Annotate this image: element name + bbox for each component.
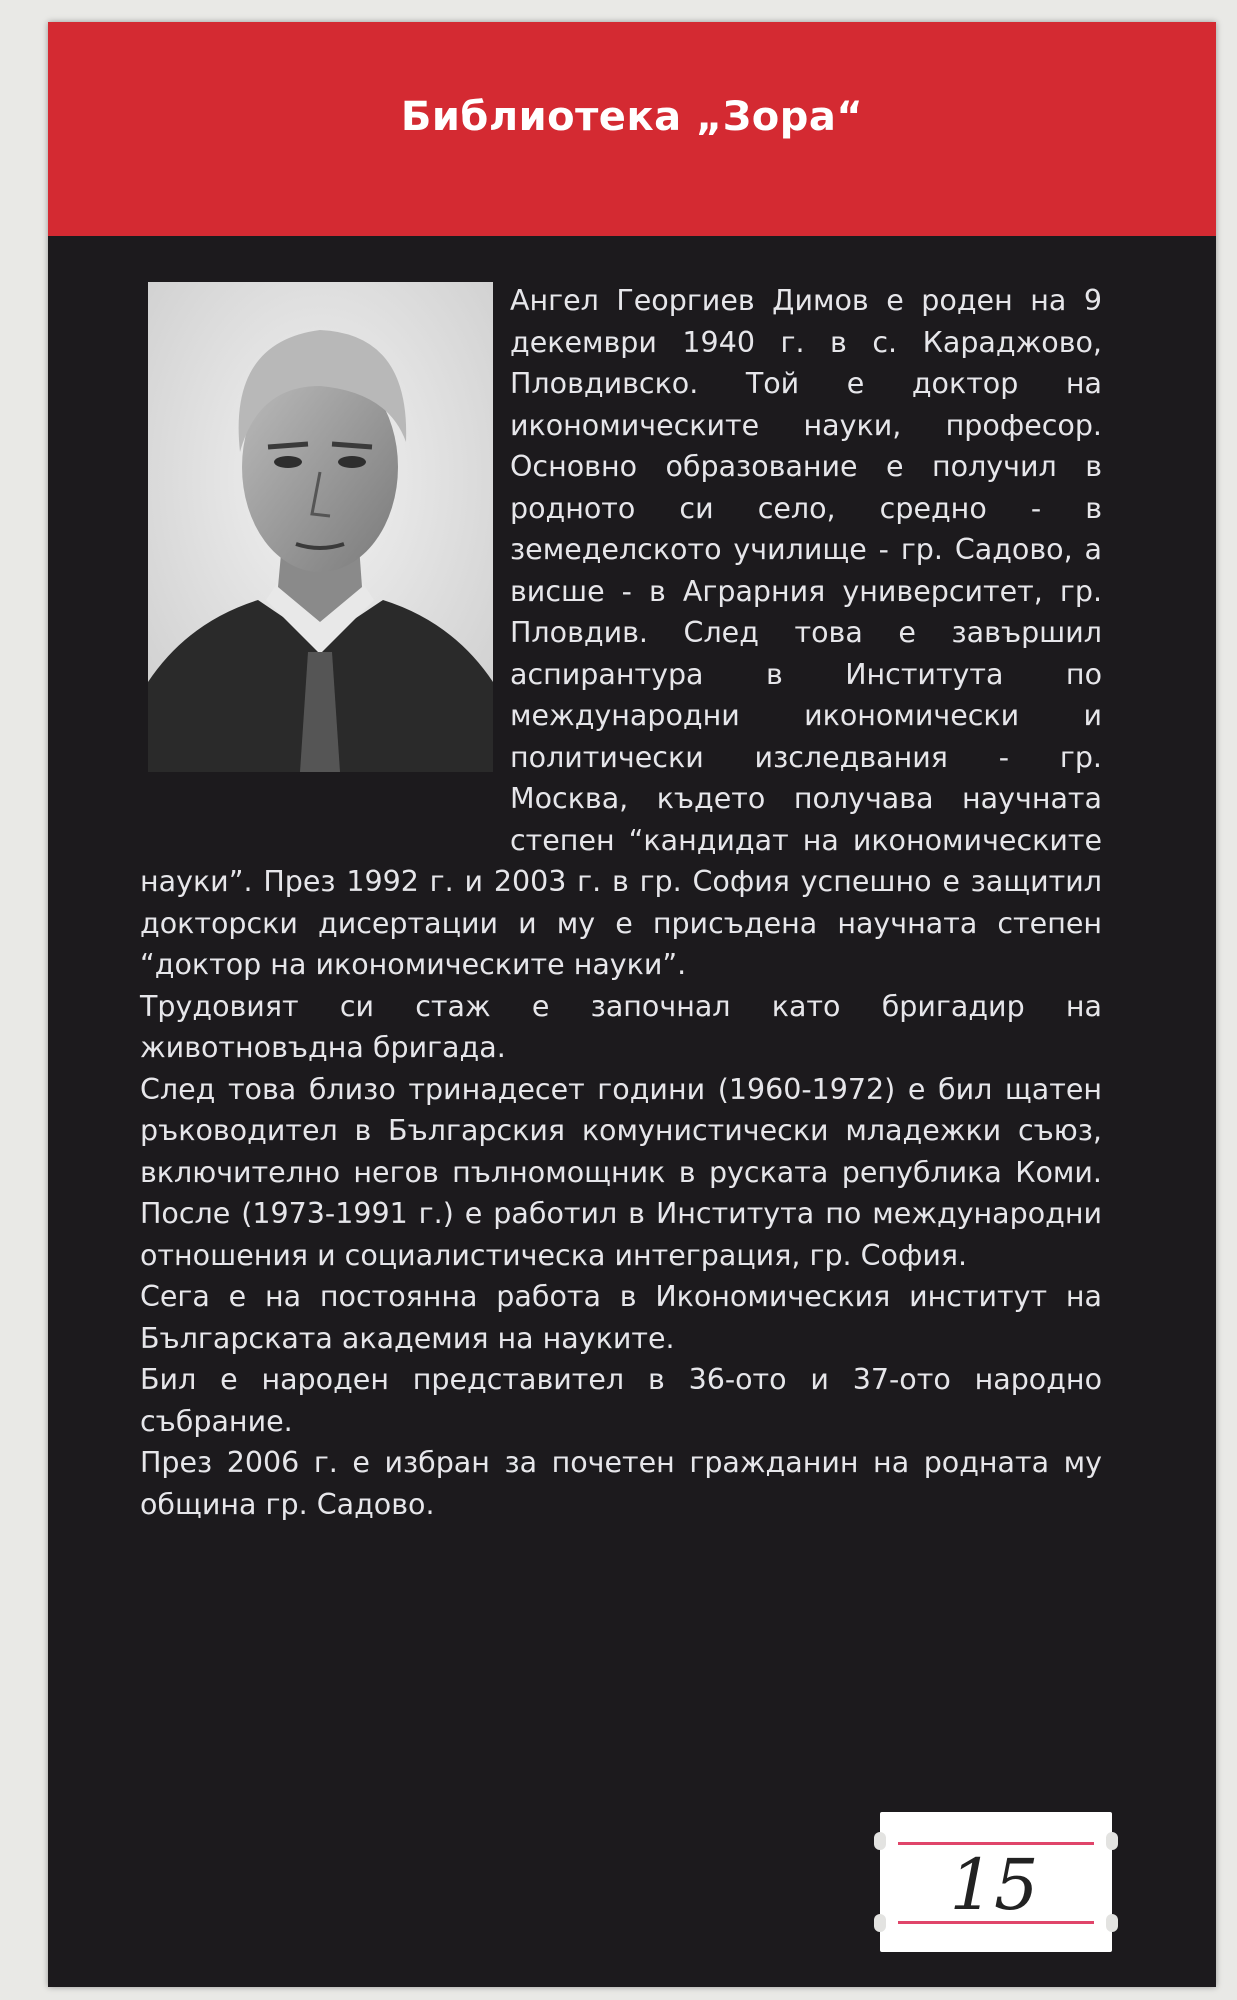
series-title: Библиотека „Зора“ <box>400 94 864 140</box>
bio-paragraph: Ангел Георгиев Димов е роден на 9 декември 1940 г. в с. Караджово, Пловдивско. Той е доктор на икономическите науки, професор. Основно образование е получил в родното си село, средно - в земеделското училище - гр. Садово, а висше - в Аграрния университет, гр. Пловдив. След това е завършил аспирантура в Института по международни икономически и политически изследвания - гр. Москва, където получава научната степен “кандидат на икономическите науки”. През 1992 г. и 2003 г. в гр. София успешно е защитил докторски дисертации и му е присъдена научната степен “доктор на икономическите науки”. <box>140 284 1102 981</box>
bio-paragraph: Сега е на постоянна работа в Икономическия институт на Българската академия на науките. <box>140 1280 1102 1355</box>
bio-paragraph: След това близо тринадесет години (1960-1972) е бил щатен ръководител в Българския комунистически младежки съюз, включително негов пълномощник в руската република Коми. После (1973-1991 г.) е работил в Института по международни отношения и социалистическа интеграция, гр. София. <box>140 1072 1102 1272</box>
bio-paragraph: Трудовият си стаж е започнал като бригадир на животновъдна бригада. <box>140 989 1102 1064</box>
handwritten-price: 15 <box>949 1844 1039 1926</box>
series-banner <box>48 22 1216 236</box>
author-biography <box>140 280 1102 1525</box>
bio-paragraph: През 2006 г. е избран за почетен гражданин на родната му община гр. Садово. <box>140 1446 1102 1521</box>
price-sticker <box>880 1812 1112 1952</box>
book-back-cover <box>48 22 1216 1987</box>
photo-spacer <box>140 280 510 820</box>
bio-paragraph: Бил е народен представител в 36-ото и 37-ото народно събрание. <box>140 1363 1102 1438</box>
